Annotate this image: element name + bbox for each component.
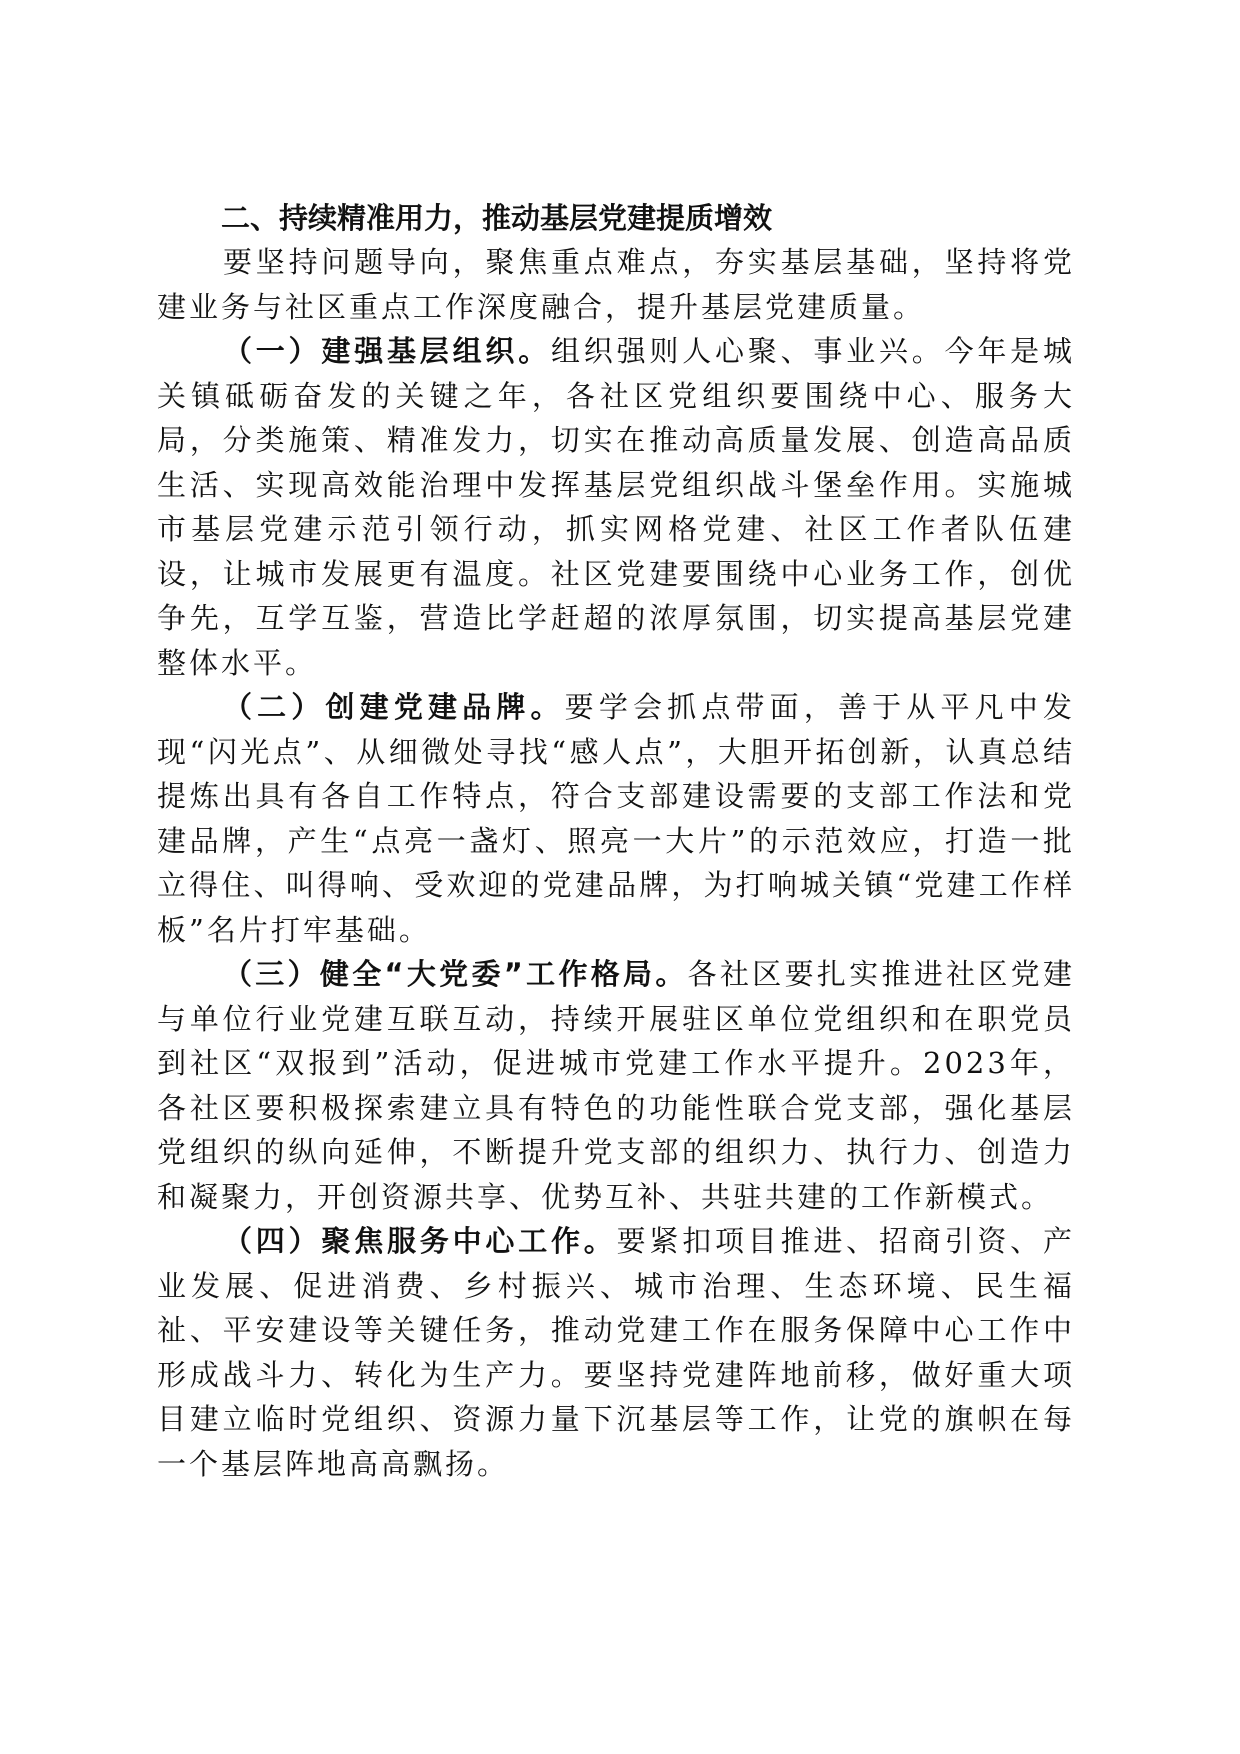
paragraph-item-1 — [157, 329, 1075, 685]
paragraph-lead: （一）建强基层组织。 — [223, 334, 551, 368]
paragraph-text: 要紧扣项目推进、招商引资、产业发展、促进消费、乡村振兴、城市治理、生态环境、民生福祉、平安建设等关键任务，推动党建工作在服务保障中心工作中形成战斗力、转化为生产力。要坚持党建阵地前移，做好重大项目建立临时党组织、资源力量下沉基层等工作，让党的旗帜在每一个基层阵地高高飘扬。 — [157, 1224, 1075, 1481]
paragraph-lead: （二）创建党建品牌。 — [223, 690, 565, 724]
intro-paragraph: 要坚持问题导向，聚焦重点难点，夯实基层基础，坚持将党建业务与社区重点工作深度融合，提升基层党建质量。 — [157, 245, 1075, 324]
section-heading: 二、持续精准用力，推动基层党建提质增效 — [221, 201, 773, 235]
paragraph-item-3 — [157, 952, 1075, 1219]
paragraph-item-2 — [157, 685, 1075, 952]
paragraph-lead: （四）聚焦服务中心工作。 — [223, 1224, 617, 1258]
paragraph-text: 组织强则人心聚、事业兴。今年是城关镇砥砺奋发的关键之年，各社区党组织要围绕中心、服务大局，分类施策、精准发力，切实在推动高质量发展、创造高品质生活、实现高效能治理中发挥基层党组织战斗堡垒作用。实施城市基层党建示范引领行动，抓实网格党建、社区工作者队伍建设，让城市发展更有温度。社区党建要围绕中心业务工作，创优争先，互学互鉴，营造比学赶超的浓厚氛围，切实提高基层党建整体水平。 — [157, 334, 1075, 680]
document-page — [157, 196, 1075, 1486]
paragraph-text: 各社区要扎实推进社区党建与单位行业党建互联互动，持续开展驻区单位党组织和在职党员到社区“双报到”活动，促进城市党建工作水平提升。2023年，各社区要积极探索建立具有特色的功能性联合党支部，强化基层党组织的纵向延伸，不断提升党支部的组织力、执行力、创造力和凝聚力，开创资源共享、优势互补、共驻共建的工作新模式。 — [157, 957, 1075, 1214]
paragraph-lead: （三）健全“大党委”工作格局。 — [223, 957, 688, 991]
paragraph-item-4 — [157, 1219, 1075, 1486]
paragraph-text: 要学会抓点带面，善于从平凡中发现“闪光点”、从细微处寻找“感人点”，大胆开拓创新，认真总结提炼出具有各自工作特点，符合支部建设需要的支部工作法和党建品牌，产生“点亮一盏灯、照亮一大片”的示范效应，打造一批立得住、叫得响、受欢迎的党建品牌，为打响城关镇“党建工作样板”名片打牢基础。 — [157, 690, 1075, 947]
